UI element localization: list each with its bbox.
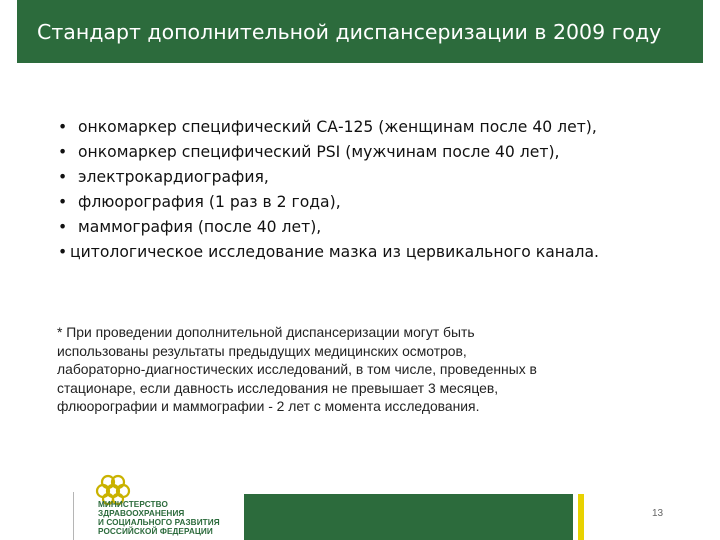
bullet-text: электрокардиография, [78, 168, 269, 186]
page-number: 13 [652, 508, 664, 519]
list-item [58, 165, 698, 190]
list-item [58, 215, 698, 240]
bullet-marker: • [58, 218, 68, 236]
footnote-line: использованы результаты предыдущих медицинских осмотров, [57, 342, 467, 359]
footnote-line: стационаре, если давность исследования не превышает 3 месяцев, [57, 379, 499, 396]
bullet-marker: • [58, 143, 68, 161]
logo-line: И СОЦИАЛЬНОГО РАЗВИТИЯ [98, 518, 220, 527]
title-bar [17, 0, 703, 63]
ministry-logo-text [98, 500, 220, 536]
bullet-marker: • [58, 243, 68, 261]
logo-line: ЗДРАВООХРАНЕНИЯ [98, 509, 185, 518]
logo-line: РОССИЙСКОЙ ФЕДЕРАЦИИ [98, 527, 213, 536]
footnote [57, 323, 657, 416]
bullet-text: флюорография (1 раз в 2 года), [78, 193, 341, 211]
bullet-marker: • [58, 118, 68, 136]
footer-green-bar [244, 494, 573, 540]
logo-line: МИНИСТЕРСТВО [98, 500, 168, 509]
bullet-text: маммография (после 40 лет), [78, 218, 322, 236]
list-item [58, 115, 698, 140]
list-item [58, 190, 698, 215]
footnote-line: флюорографии и маммографии - 2 лет с момента исследования. [57, 398, 480, 414]
list-item [58, 240, 698, 265]
bullet-list [58, 115, 698, 265]
footnote-line: лабораторно-диагностических исследований, в том числе, проведенных в [57, 361, 537, 377]
bullet-marker: • [58, 168, 68, 186]
slide-title: Стандарт дополнительной диспансеризации в 2009 году [37, 19, 662, 44]
bullet-text: онкомаркер специфический СА-125 (женщинам после 40 лет), [78, 118, 597, 136]
bullet-marker: • [58, 193, 68, 211]
footer-yellow-stripe [578, 494, 584, 540]
bullet-text: цитологическое исследование мазка из цервикального канала. [70, 243, 600, 261]
footnote-line: * При проведении дополнительной диспансеризации могут быть [57, 324, 475, 340]
bullet-text: онкомаркер специфический PSI (мужчинам после 40 лет), [78, 143, 560, 161]
list-item [58, 140, 698, 165]
